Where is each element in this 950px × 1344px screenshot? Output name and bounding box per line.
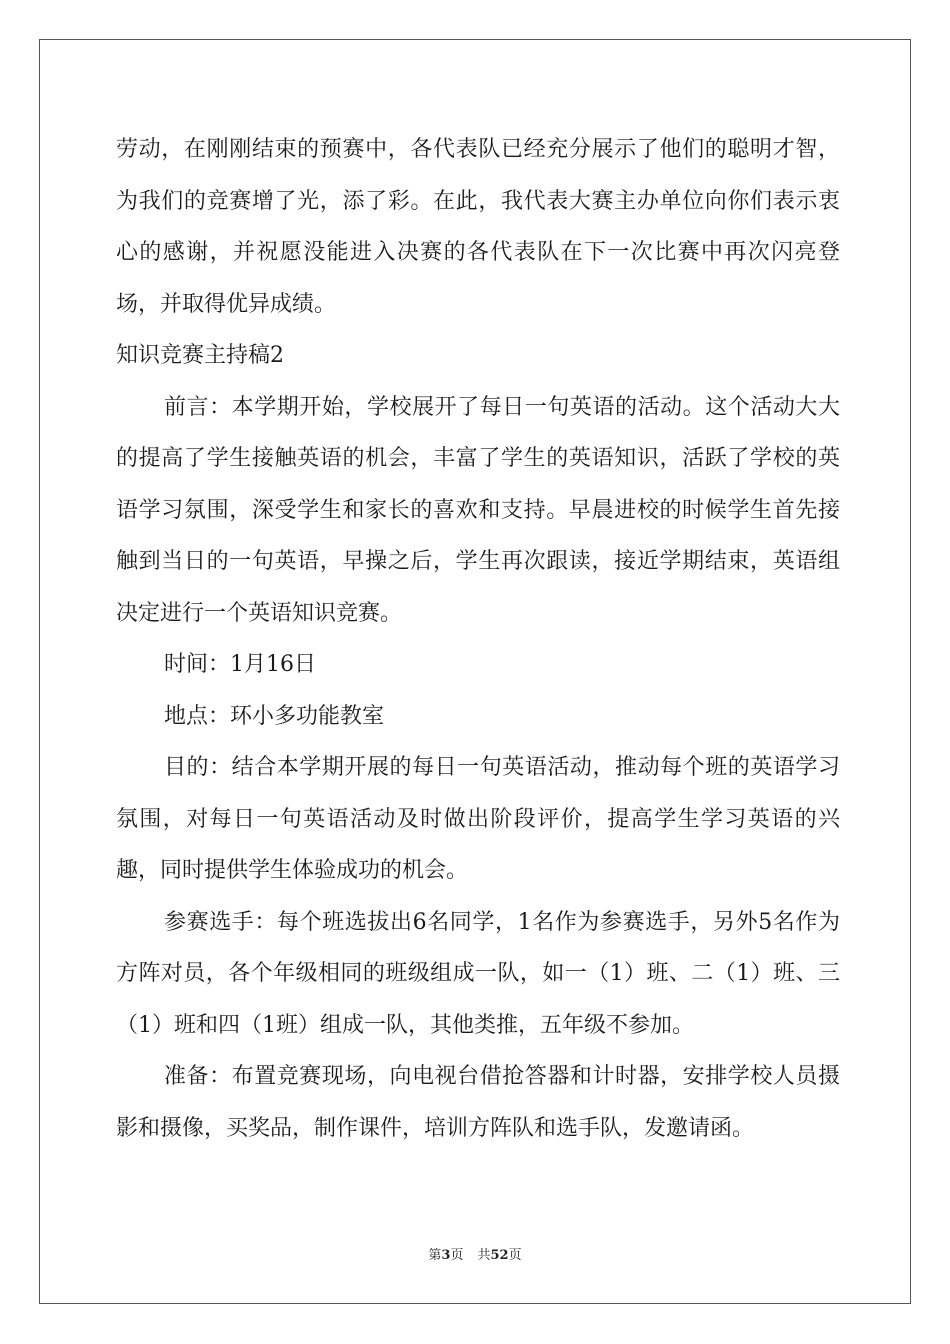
section-heading: 知识竞赛主持稿2 <box>116 343 284 368</box>
footer-total-pages: 52 <box>490 1248 509 1263</box>
paragraph-contestants: 参赛选手：每个班选拔出6名同学，1名作为参赛选手，另外5名作为方阵对员，各个年级相同的班级组成一队，如一（1）班、二（1）班、三（1）班和四（1班）组成一队，其他类推，五年级不参加。 <box>116 909 840 1038</box>
document-body <box>116 124 840 1154</box>
footer-page-number: 3 <box>441 1248 451 1263</box>
footer-total-suffix: 页 <box>508 1248 522 1263</box>
paragraph-time: 时间：1月16日 <box>164 652 316 677</box>
footer-total-prefix: 共 <box>477 1248 491 1263</box>
paragraph-continuation: 劳动，在刚刚结束的预赛中，各代表队已经充分展示了他们的聪明才智，为我们的竞赛增了光，添了彩。在此，我代表大赛主办单位向你们表示衷心的感谢，并祝愿没能进入决赛的各代表队在下一次比赛中再次闪亮登场，并取得优异成绩。 <box>116 137 840 317</box>
paragraph-preparation: 准备：布置竞赛现场，向电视台借抢答器和计时器，安排学校人员摄影和摄像，买奖品，制作课件，培训方阵队和选手队，发邀请函。 <box>116 1064 840 1141</box>
paragraph-location: 地点：环小多功能教室 <box>164 703 385 729</box>
paragraph-preface: 前言：本学期开始，学校展开了每日一句英语的活动。这个活动大大的提高了学生接触英语的机会，丰富了学生的英语知识，活跃了学校的英语学习氛围，深受学生和家长的喜欢和支持。早晨进校的时候学生首先接触到当日的一句英语，早操之后，学生再次跟读，接近学期结束，英语组决定进行一个英语知识竞赛。 <box>116 394 840 626</box>
footer-page-prefix: 第 <box>428 1248 442 1263</box>
paragraph-purpose: 目的：结合本学期开展的每日一句英语活动，推动每个班的英语学习氛围，对每日一句英语活动及时做出阶段评价，提高学生学习英语的兴趣，同时提供学生体验成功的机会。 <box>116 755 840 883</box>
footer-page-suffix: 页 <box>450 1248 464 1263</box>
page-footer <box>0 1247 950 1265</box>
